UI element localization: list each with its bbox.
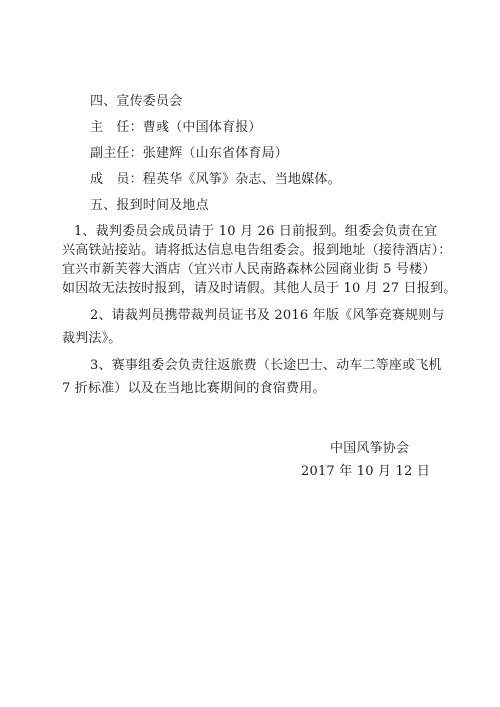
section-5-heading: 五、报到时间及地点 (90, 198, 209, 213)
section-5-item-3-line-1: 3、赛事组委会负责往返旅费（长途巴士、动车二等座或飞机 (90, 358, 442, 373)
section-5-item-3-line-2: 7 折标准）以及在当地比赛期间的食宿费用。 (62, 381, 326, 396)
section-4-chair: 主 任：曹彧（中国体育报） (90, 120, 262, 135)
section-5-item-1-line-2: 兴高铁站接站。请将抵达信息电告组委会。报到地址（接待酒店）： (62, 243, 452, 258)
section-4-members: 成 员：程英华《风筝》杂志、当地媒体。 (90, 172, 341, 187)
section-5-item-2-line-2: 裁判法》。 (62, 331, 122, 346)
section-4-heading: 四、宣传委员会 (90, 94, 183, 109)
section-5-item-2-line-1: 2、请裁判员携带裁判员证书及 2016 年版《风筝竞赛规则与 (90, 308, 445, 323)
section-5-item-1-line-3: 宜兴市新芙蓉大酒店（宜兴市人民南路森林公园商业街 5 号楼） (62, 262, 436, 277)
signature-date: 2017 年 10 月 12 日 (301, 464, 431, 479)
section-5-item-1-line-4: 如因故无法按时报到，请及时请假。其他人员于 10 月 27 日报到。 (62, 281, 457, 296)
section-5-item-1-line-1: 1、裁判委员会成员请于 10 月 26 日前报到。组委会负责在宜 (74, 224, 438, 239)
section-4-vice-chair: 副主任：张建辉（山东省体育局） (90, 146, 289, 161)
signature-org: 中国风筝协会 (330, 441, 410, 456)
